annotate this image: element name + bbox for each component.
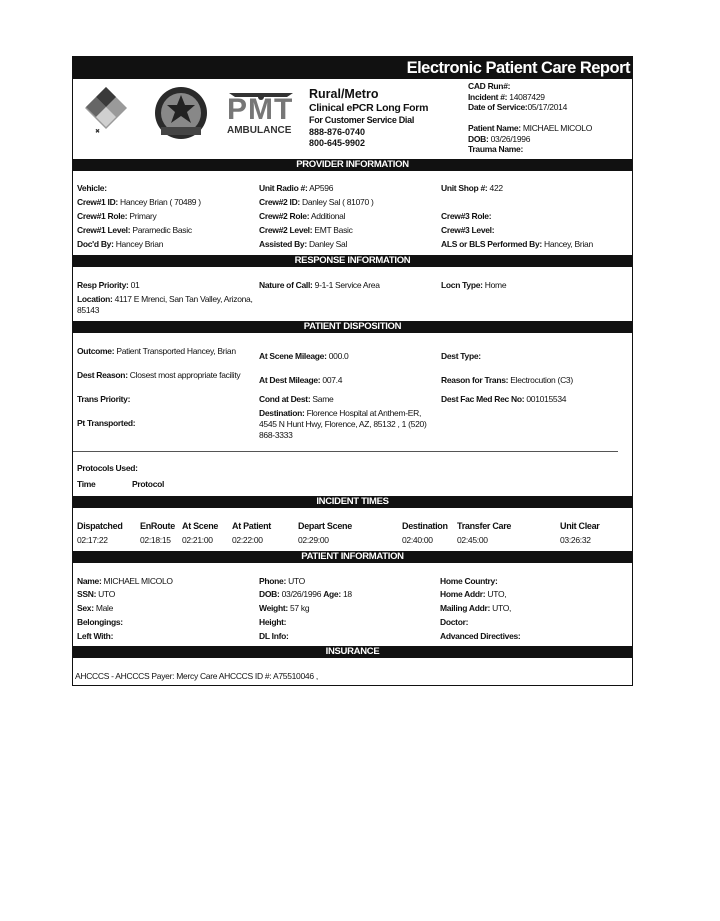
report-title-bar xyxy=(73,57,632,79)
crew3-level: Crew#3 Level: xyxy=(441,225,495,235)
times-header-enroute: EnRoute xyxy=(140,521,175,531)
cad-run: CAD Run#: xyxy=(468,81,511,91)
svg-text:✖: ✖ xyxy=(95,128,101,135)
destination: Destination: Florence Hospital at Anthem-ER, 4545 N Hunt Hwy, Florence, AZ, 85132 , 1 (520) 868-3333 xyxy=(259,408,427,440)
pmt-logo-subtext: AMBULANCE xyxy=(227,125,292,136)
times-header-depart-scene: Depart Scene xyxy=(298,521,352,531)
times-header-unit-clear: Unit Clear xyxy=(560,521,600,531)
trauma-name: Trauma Name: xyxy=(468,144,523,154)
dest-fac-med-rec: Dest Fac Med Rec No: 001015534 xyxy=(441,394,567,404)
patient-ssn: SSN: UTO xyxy=(77,589,116,599)
insurance-line: AHCCCS - AHCCCS Payer: Mercy Care AHCCCS ID #: A75510046 , xyxy=(75,671,318,681)
time-at-patient: 02:22:00 xyxy=(232,535,263,545)
time-at-scene: 02:21:00 xyxy=(182,535,213,545)
doctor: Doctor: xyxy=(440,617,469,627)
insurance-section-header: INSURANCE xyxy=(73,646,632,658)
unit-shop: Unit Shop #: 422 xyxy=(441,183,503,193)
crew1-id: Crew#1 ID: Hancey Brian ( 70489 ) xyxy=(77,197,201,207)
crew1-role: Crew#1 Role: Primary xyxy=(77,211,157,221)
times-header-destination: Destination xyxy=(402,521,448,531)
crew2-role: Crew#2 Role: Additional xyxy=(259,211,346,221)
pmt-ambulance-logo xyxy=(223,87,299,137)
times-header-dispatched: Dispatched xyxy=(77,521,123,531)
at-dest-mileage: At Dest Mileage: 007.4 xyxy=(259,375,343,385)
assisted-by: Assisted By: Danley Sal xyxy=(259,239,348,249)
customer-service-phone-2: 800-645-9902 xyxy=(309,138,366,148)
nature-of-call: Nature of Call: 9-1-1 Service Area xyxy=(259,280,380,290)
patient-info-section-header: PATIENT INFORMATION xyxy=(73,551,632,563)
provider-section-header: PROVIDER INFORMATION xyxy=(73,159,632,171)
patient-weight: Weight: 57 kg xyxy=(259,603,310,613)
reason-for-trans: Reason for Trans: Electrocution (C3) xyxy=(441,375,573,385)
header-patient-name: Patient Name: MICHAEL MICOLO xyxy=(468,123,593,133)
cond-at-dest: Cond at Dest: Same xyxy=(259,394,334,404)
outcome: Outcome: Patient Transported Hancey, Brian xyxy=(77,346,236,356)
locn-type: Locn Type: Home xyxy=(441,280,507,290)
left-with: Left With: xyxy=(77,631,114,641)
times-header-transfer-care: Transfer Care xyxy=(457,521,512,531)
home-country: Home Country: xyxy=(440,576,498,586)
patient-height: Height: xyxy=(259,617,287,627)
customer-service-phone-1: 888-876-0740 xyxy=(309,127,366,137)
unit-radio: Unit Radio #: AP596 xyxy=(259,183,334,193)
response-section-header: RESPONSE INFORMATION xyxy=(73,255,632,267)
crew1-level: Crew#1 Level: Pararnedic Basic xyxy=(77,225,192,235)
times-header-at-scene: At Scene xyxy=(182,521,219,531)
protocol-col-time: Time xyxy=(77,479,96,489)
patient-care-report xyxy=(72,56,633,686)
crew2-level: Crew#2 Level: EMT Basic xyxy=(259,225,353,235)
dl-info: DL Info: xyxy=(259,631,289,641)
protocol-col-protocol: Protocol xyxy=(132,479,165,489)
crew3-role: Crew#3 Role: xyxy=(441,211,492,221)
pt-transported: Pt Transported: xyxy=(77,418,136,428)
customer-service-label: For Customer Service Dial xyxy=(309,115,415,125)
patient-name: Name: MICHAEL MICOLO xyxy=(77,576,173,586)
patient-dob-age: DOB: 03/26/1996 Age: 18 xyxy=(259,589,352,599)
disposition-divider xyxy=(73,451,618,452)
form-name: Clinical ePCR Long Form xyxy=(309,102,429,114)
time-transfer-care: 02:45:00 xyxy=(457,535,488,545)
incident-number: Incident #: 14087429 xyxy=(468,92,545,102)
vehicle: Vehicle: xyxy=(77,183,107,193)
time-destination: 02:40:00 xyxy=(402,535,433,545)
time-depart-scene: 02:29:00 xyxy=(298,535,329,545)
pmt-logo-text: PMT xyxy=(227,93,294,126)
advanced-directives: Advanced Directives: xyxy=(440,631,521,641)
als-bls-performed-by: ALS or BLS Performed By: Hancey, Brian xyxy=(441,239,593,249)
disposition-section-header: PATIENT DISPOSITION xyxy=(73,321,632,333)
trans-priority: Trans Priority: xyxy=(77,394,131,404)
belongings: Belongings: xyxy=(77,617,123,627)
time-dispatched: 02:17:22 xyxy=(77,535,108,545)
location: Location: 4117 E Mrenci, San Tan Valley, Arizona, 85143 xyxy=(77,294,253,315)
home-addr: Home Addr: UTO, xyxy=(440,589,507,599)
company-name: Rural/Metro xyxy=(309,87,379,101)
patient-sex: Sex: Male xyxy=(77,603,114,613)
incident-times-section-header: INCIDENT TIMES xyxy=(73,496,632,508)
times-header-at-patient: At Patient xyxy=(232,521,272,531)
patient-phone: Phone: UTO xyxy=(259,576,305,586)
mailing-addr: Mailing Addr: UTO, xyxy=(440,603,512,613)
protocols-used: Protocols Used: xyxy=(77,463,138,473)
at-scene-mileage: At Scene Mileage: 000.0 xyxy=(259,351,349,361)
dest-type: Dest Type: xyxy=(441,351,481,361)
header-dob: DOB: 03/26/1996 xyxy=(468,134,531,144)
docd-by: Doc'd By: Hancey Brian xyxy=(77,239,164,249)
crew2-id: Crew#2 ID: Danley Sal ( 81070 ) xyxy=(259,197,374,207)
resp-priority: Resp Priority: 01 xyxy=(77,280,140,290)
time-enroute: 02:18:15 xyxy=(140,535,171,545)
dest-reason: Dest Reason: Closest most appropriate facility xyxy=(77,370,241,380)
report-title: Electronic Patient Care Report xyxy=(406,59,630,77)
date-of-service: Date of Service:05/17/2014 xyxy=(468,102,567,112)
fire-department-seal-logo xyxy=(151,83,211,143)
rural-metro-diamond-logo xyxy=(83,85,129,135)
time-unit-clear: 03:26:32 xyxy=(560,535,591,545)
